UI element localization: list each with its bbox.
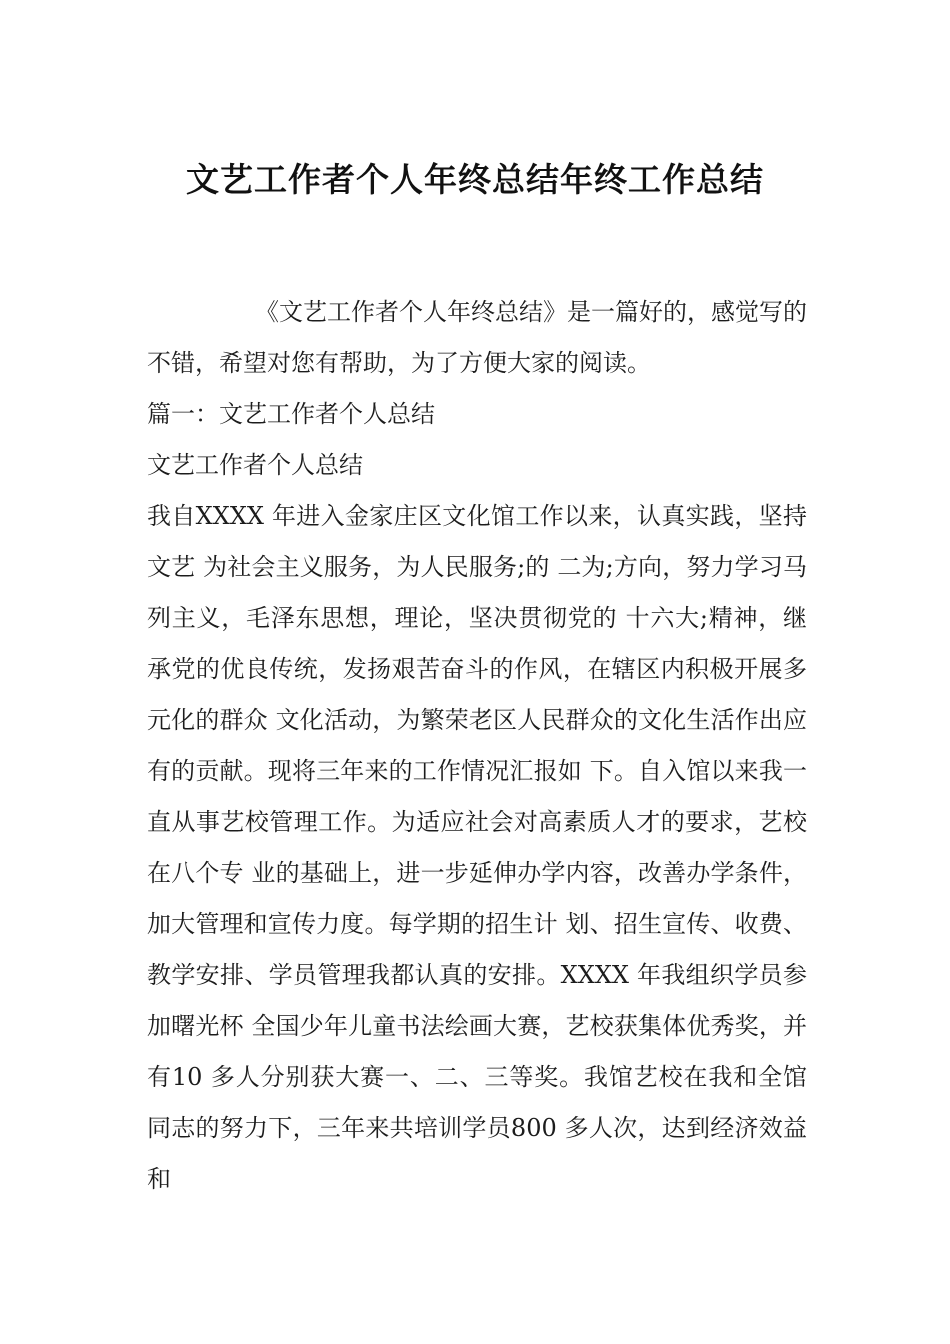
- body-paragraph: 我自XXXX 年进入金家庄区文化馆工作以来，认真实践，坚持文艺 为社会主义服务，为人民服务;的 二为;方向，努力学习马列主义，毛泽东思想，理论，坚决贯彻党的 十六大;精神，继承党的优良传统，发扬艰苦奋斗的作风，在辖区内积极开展多元化的群众 文化活动，为繁荣老区人民群众的文化生活作出应有的贡献。现将三年来的工作情况汇报如 下。自入馆以来我一直从事艺校管理工作。为适应社会对高素质人才的要求，艺校在八个专 业的基础上，进一步延伸办学内容，改善办学条件，加大管理和宣传力度。每学期的招生计 划、招生宣传、收费、教学安排、学员管理我都认真的安排。XXXX 年我组织学员参加曙光杯 全国少年儿童书法绘画大赛，艺校获集体优秀奖，并有10 多人分别获大赛一、二、三等奖。我馆艺校在我和全馆同志的努力下，三年来共培训学员800 多人次，达到经济效益和: [147, 502, 807, 1193]
- document-body: [147, 287, 807, 1205]
- subheading: 文艺工作者个人总结: [147, 451, 363, 479]
- section-heading: 篇一：文艺工作者个人总结: [147, 400, 435, 428]
- document-title: 文艺工作者个人年终总结年终工作总结: [186, 160, 764, 199]
- intro-paragraph: 《文艺工作者个人年终总结》是一篇好的，感觉写的不错，希望对您有帮助，为了方便大家的阅读。: [147, 298, 807, 377]
